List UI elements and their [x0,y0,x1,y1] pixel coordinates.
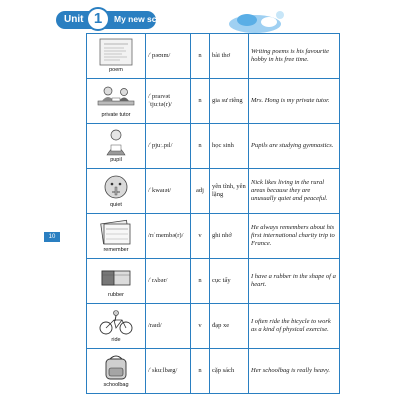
quiet-face-icon [94,173,138,201]
meaning-cell: ghi nhớ [210,214,249,259]
vocab-word: schoolbag [103,382,129,389]
meaning-cell: yên tĩnh, yên lặng [210,169,249,214]
ipa-cell: /ˈrʌbər/ [146,259,191,304]
example-cell: Mrs. Hong is my private tutor. [249,79,340,124]
pos-cell: n [191,259,210,304]
vocab-word: poem [109,67,123,74]
example-cell: I have a rubber in the shape of a heart. [249,259,340,304]
picture-cell [87,79,146,124]
schoolbag-icon [94,353,138,381]
vocab-word: ride [111,337,121,344]
table-row [87,214,340,259]
page-number-tab: 10 [44,232,60,242]
table-row [87,169,340,214]
ipa-cell: /ˈpəʊɪm/ [146,34,191,79]
meaning-cell: cục tẩy [210,259,249,304]
unit-title: My new school [114,14,175,24]
pupil-icon [94,128,138,156]
table-row [87,124,340,169]
pos-cell: n [191,349,210,394]
example-cell: I often ride the bicycle to work as a kind of physical exercise. [249,304,340,349]
meaning-cell: bài thơ [210,34,249,79]
ipa-cell: /ˈpjuː.pɪl/ [146,124,191,169]
meaning-cell: gia sư riêng [210,79,249,124]
meaning-cell: đạp xe [210,304,249,349]
example-cell: Pupils are studying gymnastics. [249,124,340,169]
table-row [87,349,340,394]
example-cell: Writing poems is his favourite hobby in his free time. [249,34,340,79]
example-cell: Nick likes living in the rural areas because they are unusually quiet and peaceful. [249,169,340,214]
bicycle-icon [94,308,138,336]
picture-cell [87,214,146,259]
decoration-splash-icon [225,6,295,36]
pos-cell: adj [191,169,210,214]
pos-cell: v [191,304,210,349]
table-row [87,304,340,349]
ipa-cell: /raɪd/ [146,304,191,349]
vocab-word: remember [103,247,129,254]
picture-cell [87,34,146,79]
pos-cell: n [191,34,210,79]
pos-cell: n [191,124,210,169]
unit-number-badge: 1 [86,7,110,31]
pos-cell: v [191,214,210,259]
picture-cell [87,349,146,394]
meaning-cell: học sinh [210,124,249,169]
ipa-cell: /ˈkwaɪət/ [146,169,191,214]
ipa-cell: /ˈpraɪvət ˈtjuːtə(r)/ [146,79,191,124]
poem-page-icon [94,38,138,66]
table-row [87,259,340,304]
table-row [87,34,340,79]
rubber-icon [94,263,138,291]
picture-cell [87,304,146,349]
vocab-word: rubber [108,292,124,299]
meaning-cell: cặp sách [210,349,249,394]
ipa-cell: /rɪˈmembə(r)/ [146,214,191,259]
tutor-icon [94,83,138,111]
example-cell: Her schoolbag is really heavy. [249,349,340,394]
picture-cell [87,169,146,214]
picture-cell [87,124,146,169]
vocab-word: quiet [110,202,122,209]
picture-cell [87,259,146,304]
ipa-cell: /ˈskuːlbæg/ [146,349,191,394]
vocabulary-table [86,33,340,394]
calendar-icon [94,218,138,246]
vocab-word: private tutor [101,112,131,119]
vocab-word: pupil [110,157,122,164]
unit-label: Unit [64,14,84,25]
pos-cell: n [191,79,210,124]
table-row [87,79,340,124]
example-cell: He always remembers about his first international charity trip to France. [249,214,340,259]
